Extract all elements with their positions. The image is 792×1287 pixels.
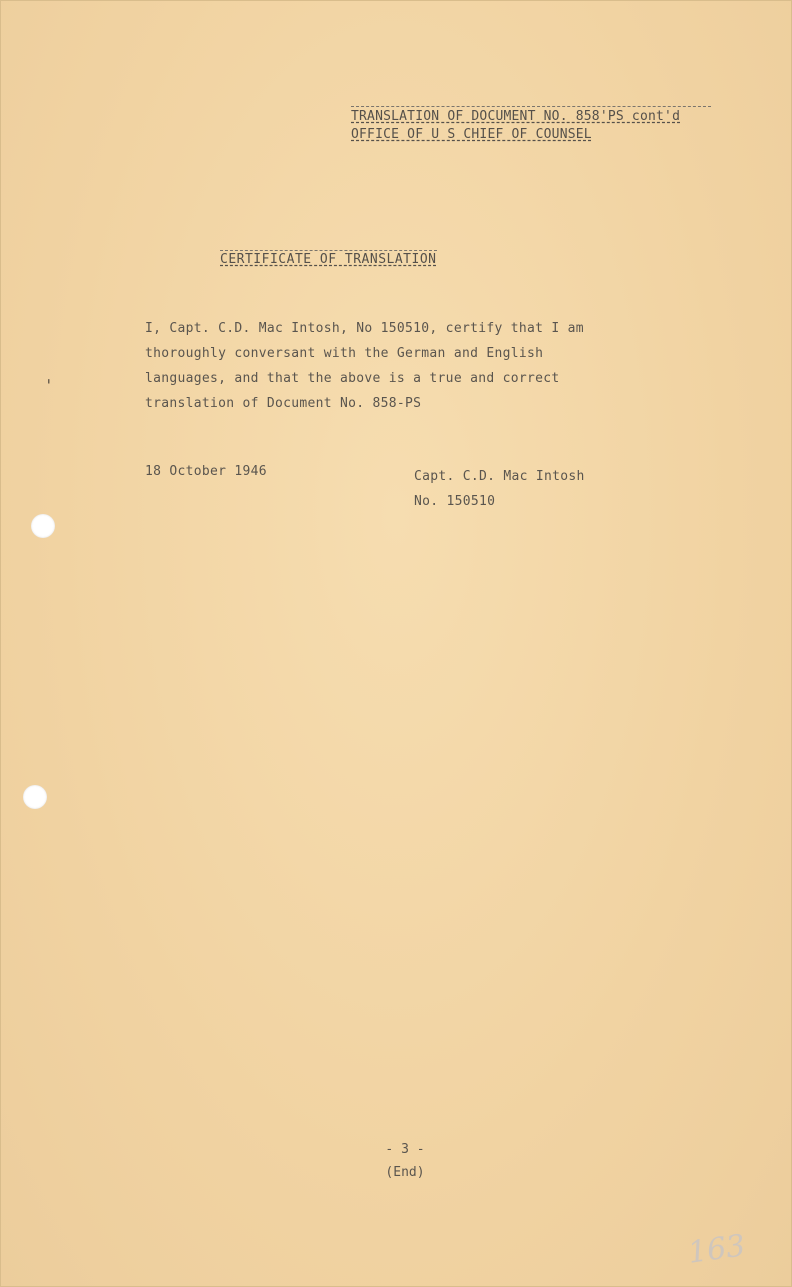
punch-hole xyxy=(23,785,47,809)
certificate-body-line: translation of Document No. 858-PS xyxy=(145,396,422,411)
certificate-date: 18 October 1946 xyxy=(145,464,267,479)
certificate-body-line: languages, and that the above is a true and correct xyxy=(145,371,560,386)
end-marker: (End) xyxy=(385,1165,425,1180)
handwritten-page-number: 163 xyxy=(685,1228,748,1271)
certificate-title: CERTIFICATE OF TRANSLATION xyxy=(220,252,437,267)
page-number: - 3 - xyxy=(385,1142,425,1157)
document-header xyxy=(351,106,711,144)
page-footer xyxy=(360,1138,450,1184)
certificate-body xyxy=(145,316,625,416)
certificate-body-line: I, Capt. C.D. Mac Intosh, No 150510, certify that I am xyxy=(145,321,584,336)
signature-number: No. 150510 xyxy=(414,494,496,509)
punch-hole xyxy=(31,514,55,538)
header-office-line: OFFICE OF U S CHIEF OF COUNSEL xyxy=(351,127,592,142)
certificate-body-line: thoroughly conversant with the German and English xyxy=(145,346,544,361)
signature-block xyxy=(414,464,585,514)
header-translation-line: TRANSLATION OF DOCUMENT NO. 858'PS cont'd xyxy=(351,106,711,126)
ink-mark: ˌ xyxy=(44,366,54,385)
signature-name: Capt. C.D. Mac Intosh xyxy=(414,469,585,484)
